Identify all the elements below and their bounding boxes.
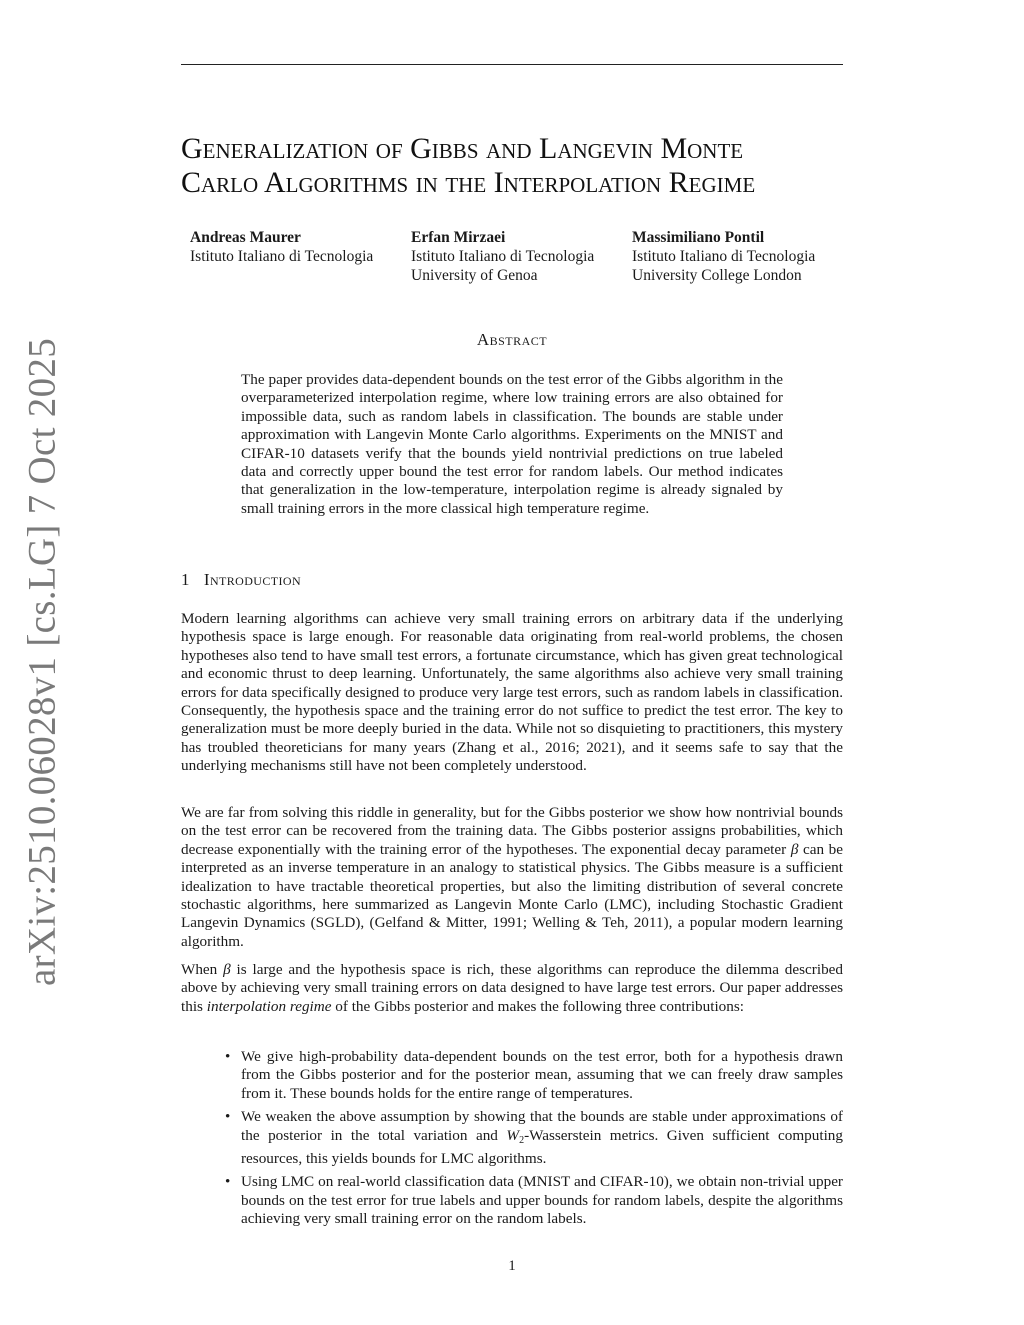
author-affiliation: Istituto Italiano di Tecnologia: [411, 248, 595, 265]
page-number: 1: [508, 1258, 516, 1274]
list-item: • Using LMC on real-world classification data (MNIST and CIFAR-10), we obtain non-trivial upper bounds on the test error for true labels and upper bounds for random labels, despite the algorithms achieving very small training error on the random labels.: [225, 1173, 843, 1228]
paper-title: [181, 132, 843, 200]
author-block-2: [411, 228, 594, 285]
emphasis-interpolation-regime: interpolation regime: [206, 997, 332, 1015]
section-heading-introduction: [181, 570, 301, 590]
intro-paragraph-1: Modern learning algorithms can achieve very small training errors on arbitrary data if the underlying hypothesis space is large enough. For reasonable data originating from real-world problems, the chosen hypotheses also tend to have small test errors, a fortunate circumstance, which has given great technological and economic thrust to deep learning. Unfortunately, the same algorithms also achieve very small training errors for data specifically designed to produce very large test errors, such as random labels in classification. Consequently, the hypothesis space and the training error do not suffice to predict the test error. The key to generalization must be more deeply buried in the data. While not so disquieting to practitioners, this mystery has troubled theoreticians for many years (Zhang et al., 2016; 2021), and it seems safe to say that the underlying mechanisms still have not been completely understood.: [181, 610, 843, 775]
wasserstein-subscript: 2: [519, 1134, 525, 1146]
section-title: Introduction: [203, 570, 302, 589]
contributions-list: [222, 1048, 843, 1234]
list-item: • We give high-probability data-dependent bounds on the test error, both for a hypothesis drawn from the Gibbs posterior and for the posterior mean, assuming that we can freely draw samples from it. These bounds holds for the entire range of temperatures.: [225, 1048, 843, 1102]
author-name: Andreas Maurer: [190, 229, 301, 246]
arxiv-identifier-stamp: arXiv:2510.06028v1 [cs.LG] 7 Oct 2025: [20, 338, 64, 986]
author-block-1: [190, 228, 373, 266]
author-affiliation: Istituto Italiano di Tecnologia: [632, 248, 816, 265]
author-affiliation: University College London: [632, 267, 802, 284]
bullet-glyph: •: [225, 1173, 231, 1191]
abstract-heading: Abstract: [476, 330, 548, 349]
intro-paragraph-3: When β is large and the hypothesis space is rich, these algorithms can reproduce the dilemma described above by achieving very small training errors on data designed to have large test errors. Our paper addresses this interpolation regime of the Gibbs posterior and makes the following three contributions:: [181, 961, 843, 1015]
abstract-text: The paper provides data-dependent bounds on the test error of the Gibbs algorithm in the overparameterized interpolation regime, where low training errors are also obtained for impossible data, such as random labels in classification. The bounds are stable under approximation with Langevin Monte Carlo algorithms. Experiments on the MNIST and CIFAR-10 datasets verify that the bounds yield nontrivial predictions on true labeled data and correctly upper bound the test error for random labels. Our method indicates that generalization in the low-temperature, interpolation regime is already signaled by small training errors in the more classical high temperature regime.: [241, 371, 783, 517]
beta-symbol: β: [223, 961, 231, 978]
author-block-3: [632, 228, 815, 285]
author-name: Erfan Mirzaei: [411, 229, 506, 246]
author-name: Massimiliano Pontil: [632, 229, 765, 246]
bullet-glyph: •: [225, 1108, 231, 1126]
beta-symbol: β: [790, 840, 799, 858]
title-line-1: Generalization of Gibbs and Langevin Monte: [181, 132, 744, 165]
title-line-2: Carlo Algorithms in the Interpolation Regime: [181, 166, 756, 199]
section-number: 1: [181, 570, 190, 589]
intro-paragraph-2: We are far from solving this riddle in generality, but for the Gibbs posterior we show how nontrivial bounds on the test error can be recovered from the training data. The Gibbs posterior assigns probabilities, which decrease exponentially with the training error of the hypotheses. The exponential decay parameter β can be interpreted as an inverse temperature in an analogy to statistical physics. The Gibbs measure is a sufficient idealization to have tractable theoretical properties, but also the limiting distribution of several concrete stochastic algorithms, here summarized as Langevin Monte Carlo (LMC), including Stochastic Gradient Langevin Dynamics (SGLD), (Gelfand & Mitter, 1991; Welling & Teh, 2011), a popular modern learning algorithm.: [181, 804, 843, 950]
header-rule: [181, 64, 843, 65]
author-affiliation: University of Genoa: [411, 267, 538, 284]
list-item: • We weaken the above assumption by showing that the bounds are stable under approximations of the posterior in the total variation and $W_2$-Wasserstein metrics. Given sufficient computing resources, this yields bounds for LMC algorithms.: [225, 1108, 843, 1168]
wasserstein-symbol: W: [506, 1126, 520, 1144]
author-affiliation: Istituto Italiano di Tecnologia: [190, 248, 374, 265]
bullet-glyph: •: [225, 1048, 231, 1065]
